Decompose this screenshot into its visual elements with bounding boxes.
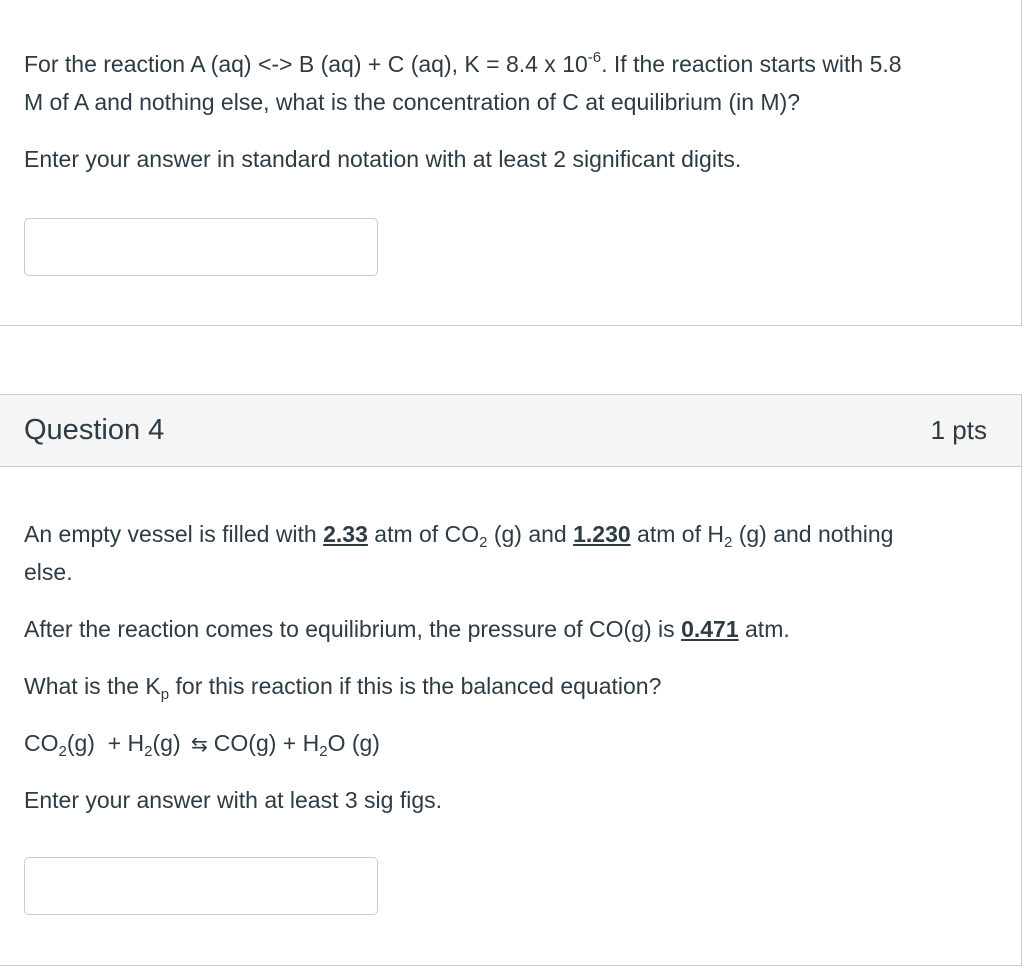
eq-text-b: (g) + H <box>66 730 145 756</box>
q4-p2-text-b: atm. <box>738 616 790 642</box>
h2-pressure-value: 1.230 <box>573 521 631 547</box>
co2-pressure-value: 2.33 <box>323 521 368 547</box>
co2-subscript: 2 <box>479 534 488 551</box>
balanced-equation <box>24 724 380 764</box>
q3-line1-post: . If the reaction starts with 5.8 <box>601 51 902 77</box>
question-3-text-line-1 <box>24 45 902 83</box>
question-3-answer-input[interactable] <box>24 218 378 276</box>
q4-p3-text-a: What is the K <box>24 673 161 699</box>
question-4-header <box>0 395 1021 467</box>
eq-subscript-1: 2 <box>58 743 67 760</box>
q4-paragraph-3 <box>24 667 661 705</box>
q4-p1-text-b: atm of CO <box>367 521 480 547</box>
question-3-card <box>0 0 1022 326</box>
q4-p3-text-b: for this reaction if this is the balanced equation? <box>169 673 662 699</box>
eq-text-c: (g) <box>152 730 188 756</box>
question-4-instruction: Enter your answer with at least 3 sig figs. <box>24 787 443 813</box>
q4-p1-text-d: atm of H <box>630 521 724 547</box>
q4-paragraph-2 <box>24 610 790 648</box>
q3-exponent: -6 <box>587 49 602 66</box>
question-3-instruction: Enter your answer in standard notation with at least 2 significant digits. <box>24 146 742 172</box>
h2-subscript: 2 <box>723 534 733 551</box>
question-4-points: 1 pts <box>930 415 987 445</box>
q4-p1-text-a: An empty vessel is filled with <box>24 521 324 547</box>
q4-p1-text-e: (g) and nothing <box>732 521 894 547</box>
eq-text-a: CO <box>24 730 59 756</box>
q4-paragraph-1-line-2: else. <box>24 559 73 585</box>
question-4-card <box>0 394 1022 966</box>
eq-subscript-3: 2 <box>319 743 328 760</box>
question-4-answer-input[interactable] <box>24 857 378 915</box>
equilibrium-arrow-icon: ⇆ <box>191 734 208 756</box>
co-pressure-value: 0.471 <box>681 616 739 642</box>
eq-text-e: O (g) <box>327 730 380 756</box>
q4-paragraph-1-line-1 <box>24 515 893 553</box>
eq-text-d: CO(g) + H <box>213 730 320 756</box>
q4-p1-text-c: (g) and <box>487 521 574 547</box>
question-4-title: Question 4 <box>24 414 165 446</box>
kp-subscript: p <box>160 686 170 703</box>
eq-subscript-2: 2 <box>144 743 153 760</box>
q4-p2-text-a: After the reaction comes to equilibrium, the pressure of CO(g) is <box>24 616 682 642</box>
question-3-text-line-2: M of A and nothing else, what is the concentration of C at equilibrium (in M)? <box>24 89 801 115</box>
q3-line1-pre: For the reaction A (aq) <-> B (aq) + C (aq), K = 8.4 x 10 <box>24 51 588 77</box>
